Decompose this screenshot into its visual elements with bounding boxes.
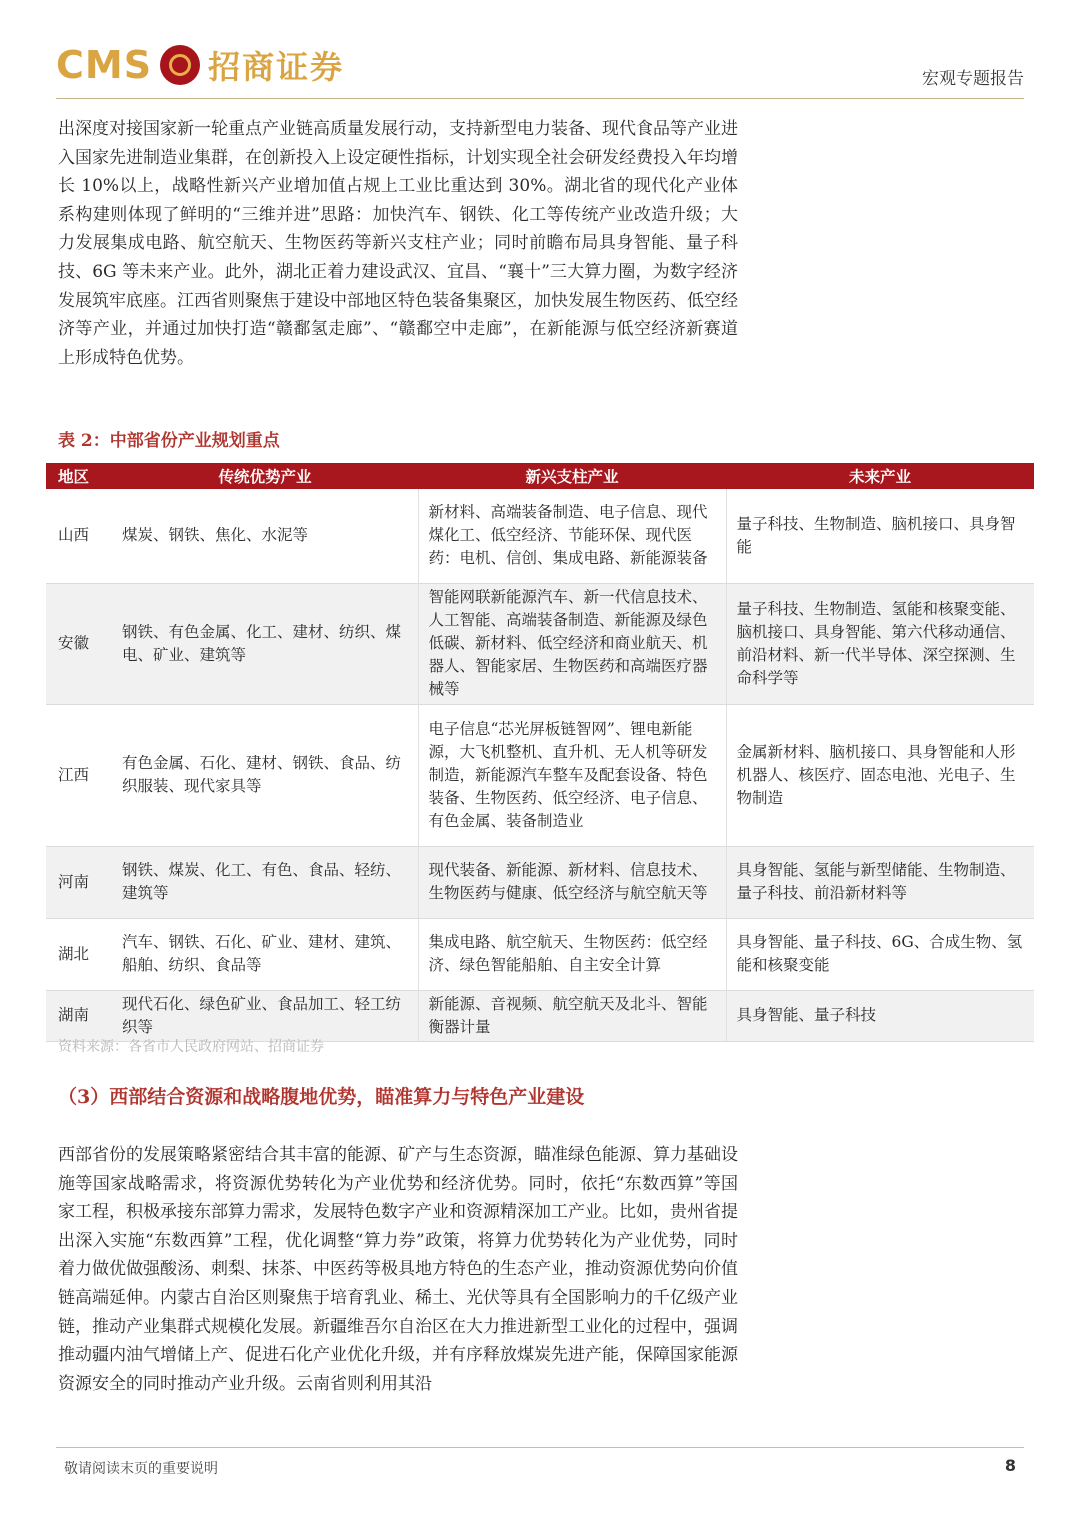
table-row bbox=[46, 489, 1034, 583]
report-type: 宏观专题报告 bbox=[922, 69, 1024, 89]
page-number: 8 bbox=[1004, 1456, 1016, 1475]
header-emerging: 新兴支柱产业 bbox=[418, 463, 726, 489]
table-source-note: 资料来源：各省市人民政府网站、招商证券 bbox=[58, 1039, 324, 1055]
cell-region: 湖南 bbox=[46, 990, 112, 1041]
page-header bbox=[56, 36, 1024, 99]
page-footer bbox=[56, 1447, 1024, 1488]
table-row bbox=[46, 846, 1034, 918]
cell-emerging: 智能网联新能源汽车、新一代信息技术、人工智能、高端装备制造、新能源及绿色低碳、新材料、低空经济和商业航天、机器人、智能家居、生物医药和高端医疗器械等 bbox=[418, 583, 726, 704]
cell-emerging: 集成电路、航空航天、生物医药：低空经济、绿色智能船舶、自主安全计算 bbox=[418, 918, 726, 990]
logo-text: CMS bbox=[56, 43, 153, 87]
body-paragraph-1: 出深度对接国家新一轮重点产业链高质量发展行动，支持新型电力装备、现代食品等产业进入国家先进制造业集群，在创新投入上设定硬性指标，计划实现全社会研发经费投入年均增长 10%以上，战略性新兴产业增加值占规上工业比重达到 30%。湖北省的现代化产业体系构建则体现了鲜明的“三维并进”思路：加快汽车、钢铁、化工等传统产业改造升级；大力发展集成电路、航空航天、生物医药等新兴支柱产业；同时前瞻布局具身智能、量子科技、6G 等未来产业。此外，湖北正着力建设武汉、宜昌、“襄十”三大算力圈，为数字经济发展筑牢底座。江西省则聚焦于建设中部地区特色装备集聚区，加快发展生物医药、低空经济等产业，并通过加快打造“赣鄱氢走廊”、“赣鄱空中走廊”，在新能源与低空经济新赛道上形成特色优势。 bbox=[58, 119, 738, 368]
cell-traditional: 钢铁、煤炭、化工、有色、食品、轻纺、建筑等 bbox=[112, 846, 418, 918]
logo-emblem-icon bbox=[160, 45, 200, 85]
cell-traditional: 煤炭、钢铁、焦化、水泥等 bbox=[112, 489, 418, 583]
section-heading: （3）西部结合资源和战略腹地优势，瞄准算力与特色产业建设 bbox=[58, 1086, 585, 1108]
body-paragraph-2: 西部省份的发展策略紧密结合其丰富的能源、矿产与生态资源，瞄准绿色能源、算力基础设施等国家战略需求，将资源优势转化为产业优势和经济优势。同时，依托“东数西算”等国家工程，积极承接东部算力需求，发展特色数字产业和资源精深加工产业。比如，贵州省提出深入实施“东数西算”工程，优化调整“算力券”政策，将算力优势转化为产业优势，同时着力做优做强酸汤、刺梨、抹茶、中医药等极具地方特色的生态产业，推动资源优势向价值链高端延伸。内蒙古自治区则聚焦于培育乳业、稀土、光伏等具有全国影响力的千亿级产业链，推动产业集群式规模化发展。新疆维吾尔自治区在大力推进新型工业化的过程中，强调推动疆内油气增储上产、促进石化产业优化升级，并有序释放煤炭先进产能，保障国家能源资源安全的同时推动产业升级。云南省则利用其沿 bbox=[58, 1145, 738, 1394]
table-row bbox=[46, 990, 1034, 1041]
cell-future: 具身智能、氢能与新型储能、生物制造、量子科技、前沿新材料等 bbox=[726, 846, 1034, 918]
cell-emerging: 新能源、音视频、航空航天及北斗、智能衡器计量 bbox=[418, 990, 726, 1041]
cell-future: 量子科技、生物制造、脑机接口、具身智能 bbox=[726, 489, 1034, 583]
logo-chinese-name: 招商证券 bbox=[208, 48, 345, 86]
cell-emerging: 新材料、高端装备制造、电子信息、现代煤化工、低空经济、节能环保、现代医药：电机、信创、集成电路、新能源装备 bbox=[418, 489, 726, 583]
cell-future: 量子科技、生物制造、氢能和核聚变能、脑机接口、具身智能、第六代移动通信、前沿材料、新一代半导体、深空探测、生命科学等 bbox=[726, 583, 1034, 704]
cell-traditional: 汽车、钢铁、石化、矿业、建材、建筑、船舶、纺织、食品等 bbox=[112, 918, 418, 990]
cell-future: 金属新材料、脑机接口、具身智能和人形机器人、核医疗、固态电池、光电子、生物制造 bbox=[726, 704, 1034, 846]
cell-region: 安徽 bbox=[46, 583, 112, 704]
cell-traditional: 有色金属、石化、建材、钢铁、食品、纺织服装、现代家具等 bbox=[112, 704, 418, 846]
table-row bbox=[46, 583, 1034, 704]
table-row bbox=[46, 704, 1034, 846]
table-header-row bbox=[46, 463, 1034, 489]
cell-traditional: 钢铁、有色金属、化工、建材、纺织、煤电、矿业、建筑等 bbox=[112, 583, 418, 704]
disclaimer-note: 敬请阅读末页的重要说明 bbox=[64, 1461, 218, 1477]
cell-region: 河南 bbox=[46, 846, 112, 918]
cell-region: 湖北 bbox=[46, 918, 112, 990]
cell-region: 山西 bbox=[46, 489, 112, 583]
header-future: 未来产业 bbox=[726, 463, 1034, 489]
table-row bbox=[46, 918, 1034, 990]
cell-emerging: 电子信息“芯光屏板链智网”、锂电新能源，大飞机整机、直升机、无人机等研发制造，新能源汽车整车及配套设备、特色装备、生物医药、低空经济、电子信息、有色金属、装备制造业 bbox=[418, 704, 726, 846]
cell-region: 江西 bbox=[46, 704, 112, 846]
cms-logo bbox=[56, 40, 344, 90]
cell-emerging: 现代装备、新能源、新材料、信息技术、生物医药与健康、低空经济与航空航天等 bbox=[418, 846, 726, 918]
industry-plan-table bbox=[46, 463, 1034, 1042]
cell-future: 具身智能、量子科技 bbox=[726, 990, 1034, 1041]
header-region: 地区 bbox=[46, 463, 112, 489]
cell-future: 具身智能、量子科技、6G、合成生物、氢能和核聚变能 bbox=[726, 918, 1034, 990]
header-traditional: 传统优势产业 bbox=[112, 463, 418, 489]
cell-traditional: 现代石化、绿色矿业、食品加工、轻工纺织等 bbox=[112, 990, 418, 1041]
table-title: 表 2：中部省份产业规划重点 bbox=[58, 431, 280, 451]
